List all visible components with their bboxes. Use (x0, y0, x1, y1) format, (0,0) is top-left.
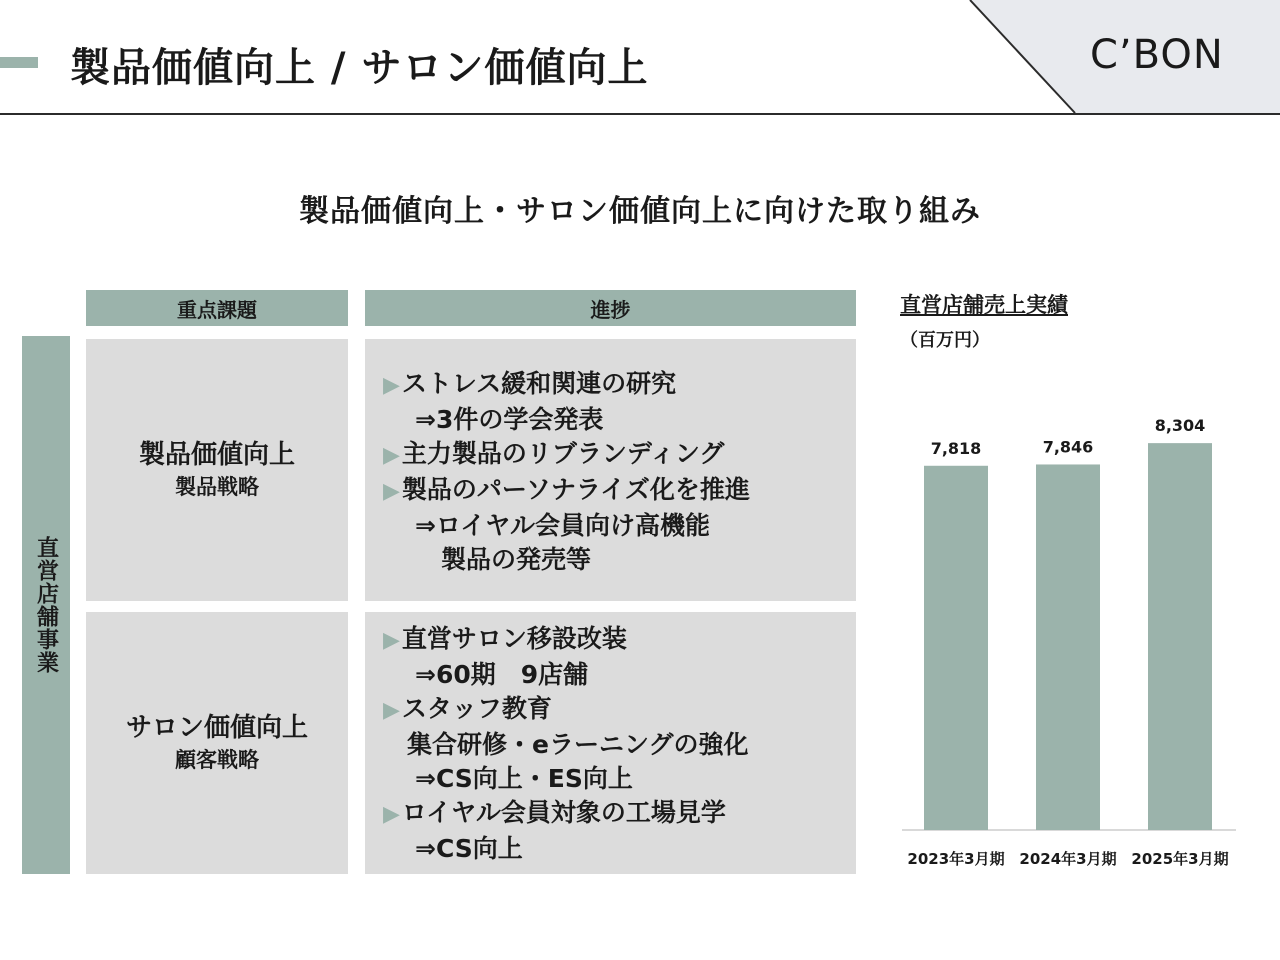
sales-bar-chart (890, 340, 1250, 880)
progress-item: ▶直営サロン移設改装 (383, 624, 627, 653)
bar-value-label: 7,818 (930, 438, 982, 458)
brand-logo: C’BON (1090, 32, 1224, 78)
page-title: 製品価値向上 / サロン価値向上 (70, 45, 649, 91)
progress-detail: ⇒3件の学会発表 (415, 405, 604, 434)
progress-detail: 製品の発売等 (441, 545, 592, 574)
progress-detail: 集合研修・eラーニングの強化 (407, 730, 749, 759)
bar-value-label: 8,304 (1154, 416, 1206, 436)
triangle-bullet-icon: ▶ (383, 479, 400, 504)
bar-value-label: 7,846 (1042, 437, 1094, 457)
bar (1036, 464, 1100, 830)
column-header-issue: 重点課題 (86, 290, 348, 326)
chart-title: 直営店舗売上実績 (900, 293, 1068, 317)
issue-main-label: サロン価値向上 (125, 713, 308, 743)
progress-item: ▶ストレス緩和関連の研究 (383, 369, 677, 398)
progress-item: ▶製品のパーソナライズ化を推進 (383, 475, 750, 504)
progress-cell-salon (365, 612, 856, 874)
column-header-progress: 進捗 (365, 290, 856, 326)
side-label-bar (22, 336, 70, 874)
side-label: 直営店舗事業 (33, 536, 59, 674)
category-label: 2025年3月期 (1131, 850, 1229, 868)
chart-unit-label: （百万円） (900, 330, 990, 351)
bar (1148, 443, 1212, 830)
category-label: 2024年3月期 (1019, 850, 1117, 868)
bar (924, 466, 988, 830)
triangle-bullet-icon: ▶ (383, 373, 400, 398)
issue-sub-label: 顧客戦略 (175, 748, 259, 772)
triangle-bullet-icon: ▶ (383, 698, 400, 723)
triangle-bullet-icon: ▶ (383, 443, 400, 468)
header-divider (0, 113, 1280, 115)
section-subtitle: 製品価値向上・サロン価値向上に向けた取り組み (299, 194, 981, 229)
category-label: 2023年3月期 (907, 850, 1005, 868)
progress-detail: ⇒CS向上・ES向上 (415, 764, 633, 793)
header-accent-bar (0, 57, 38, 68)
progress-detail: ⇒CS向上 (415, 834, 523, 863)
progress-item: ▶スタッフ教育 (383, 694, 552, 723)
triangle-bullet-icon: ▶ (383, 628, 400, 653)
progress-item: ▶主力製品のリブランディング (383, 439, 725, 468)
progress-detail: ⇒ロイヤル会員向け高機能 (415, 511, 710, 540)
progress-detail: ⇒60期 9店舗 (415, 660, 589, 689)
progress-item: ▶ロイヤル会員対象の工場見学 (383, 798, 726, 827)
issue-main-label: 製品価値向上 (138, 440, 295, 470)
progress-cell-product (365, 339, 856, 601)
header (0, 0, 1280, 115)
issue-cell-product (86, 339, 348, 601)
issue-sub-label: 製品戦略 (175, 475, 259, 499)
issue-cell-salon (86, 612, 348, 874)
triangle-bullet-icon: ▶ (383, 802, 400, 827)
